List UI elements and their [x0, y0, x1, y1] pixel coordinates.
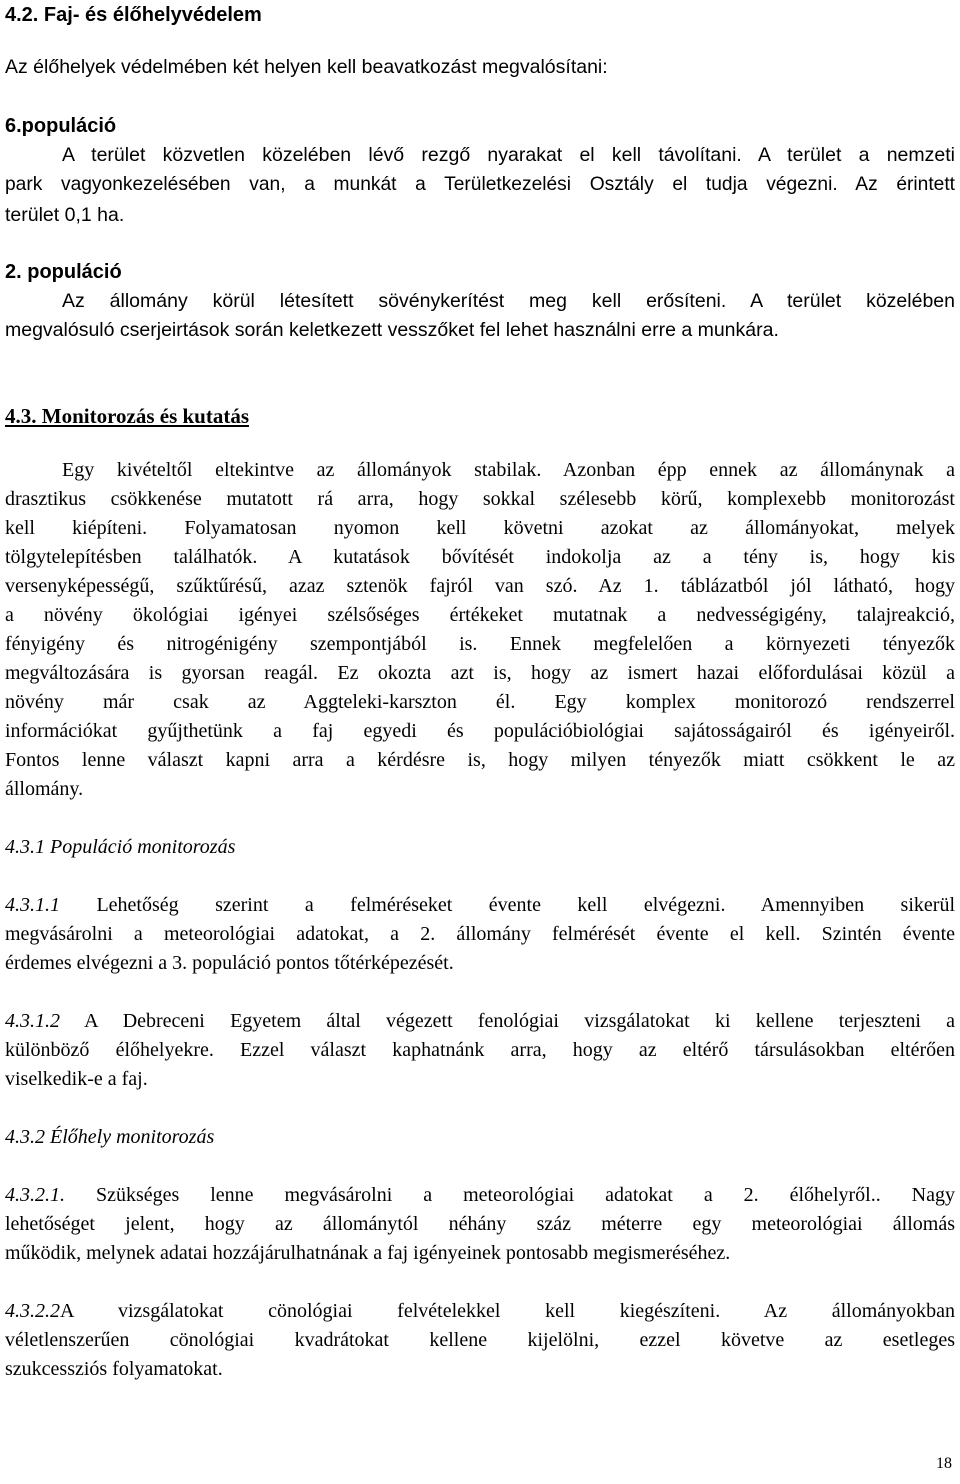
monitoring-paragraph-line-6: a növény ökológiai igényei szélsőséges értékeket mutatnak a nedvességigény, talajreakció, — [5, 604, 955, 626]
population-2-title: 2. populáció — [5, 261, 122, 283]
section-heading-4-3: 4.3. Monitorozás és kutatás — [5, 404, 250, 428]
population-6-title: 6.populáció — [5, 115, 117, 137]
item-4-3-1-2-line-3: viselkedik-e a faj. — [5, 1068, 148, 1090]
item-4-3-2-1-line-3: működik, melynek adatai hozzájárulhatnának a faj igényeinek pontosabb megismeréséhez. — [5, 1242, 731, 1264]
item-4-3-2-2-line-3: szukcessziós folyamatokat. — [5, 1358, 223, 1380]
item-4-3-1-1-line-3: érdemes elvégezni a 3. populáció pontos tőtérképezését. — [5, 952, 454, 974]
monitoring-paragraph-line-2: drasztikus csökkenése mutatott rá arra, hogy sokkal szélesebb körű, komplexebb monitorozást — [5, 488, 955, 510]
monitoring-paragraph-line-1: Egy kivételtől eltekintve az állományok stabilak. Azonban épp ennek az állománynak a — [62, 459, 955, 481]
monitoring-paragraph-line-3: kell kiépíteni. Folyamatosan nyomon kell követni azokat az állományokat, melyek — [5, 517, 955, 539]
section-heading-4-2: 4.2. Faj- és élőhelyvédelem — [5, 4, 262, 26]
population-6-line-2: park vagyonkezelésében van, a munkát a Területkezelési Osztály el tudja végezni. Az érintett — [5, 174, 955, 195]
population-6-line-3: terület 0,1 ha. — [5, 204, 125, 226]
monitoring-paragraph-line-4: tölgytelepítésben találhatók. A kutatások bővítését indokolja az a tény is, hogy kis — [5, 546, 955, 568]
monitoring-paragraph-line-11: Fontos lenne választ kapni arra a kérdésre is, hogy milyen tényezők miatt csökkent le az — [5, 749, 955, 771]
item-4-3-2-1-text: Szükséges lenne megvásárolni a meteorológiai adatokat a 2. élőhelyről.. Nagy — [95, 1184, 955, 1206]
item-4-3-1-2-line-1 — [5, 1009, 955, 1033]
monitoring-paragraph-line-12: állomány. — [5, 778, 84, 800]
item-4-3-1-1-line-1 — [5, 893, 955, 917]
item-4-3-1-1-number: 4.3.1.1 — [5, 894, 60, 916]
monitoring-paragraph-line-8: megváltozására is gyorsan reagál. Ez okozta azt is, hogy az ismert hazai előfordulásai közül a — [5, 662, 955, 684]
item-4-3-2-2-line-1 — [5, 1299, 955, 1323]
monitoring-paragraph-line-5: versenyképességű, szűktűrésű, azaz sztenök fajról van szó. Az 1. táblázatból jól látható, hogy — [5, 575, 955, 597]
monitoring-paragraph-line-7: fényigény és nitrogénigény szempontjából is. Ennek megfelelően a környezeti tényezők — [5, 633, 955, 655]
item-4-3-2-1-line-1 — [5, 1183, 955, 1207]
item-4-3-1-1-text: Lehetőség szerint a felméréseket évente kell elvégezni. Amennyiben sikerül — [96, 894, 955, 916]
item-4-3-2-1-number: 4.3.2.1. — [5, 1184, 65, 1206]
item-4-3-1-2-line-2: különböző élőhelyekre. Ezzel választ kaphatnánk arra, hogy az eltérő társulásokban eltérően — [5, 1039, 955, 1061]
monitoring-paragraph-line-10: információkat gyűjthetünk a faj egyedi és populációbiológiai sajátosságairól és igényeiről. — [5, 720, 955, 742]
population-6-line-1: A terület közvetlen közelében lévő rezgő nyarakat el kell távolítani. A terület a nemzeti — [62, 144, 955, 166]
intro-text: Az élőhelyek védelmében két helyen kell beavatkozást megvalósítani: — [5, 56, 608, 78]
monitoring-paragraph-line-9: növény már csak az Aggteleki-karszton él. Egy komplex monitorozó rendszerrel — [5, 691, 955, 713]
population-2-line-2: megvalósuló cserjeirtások során keletkezett vesszőket fel lehet használni erre a munkára. — [5, 319, 779, 341]
item-4-3-2-1-line-2: lehetőséget jelent, hogy az állománytól néhány száz méterre egy meteorológiai állomás — [5, 1213, 955, 1235]
item-4-3-2-2-number: 4.3.2.2 — [5, 1300, 60, 1322]
page-number: 18 — [936, 1455, 952, 1472]
population-2-line-1: Az állomány körül létesített sövénykerítést meg kell erősíteni. A terület közelében — [62, 290, 955, 312]
section-heading-4-3-1: 4.3.1 Populáció monitorozás — [5, 836, 236, 858]
section-heading-4-3-2: 4.3.2 Élőhely monitorozás — [5, 1126, 215, 1148]
item-4-3-1-2-number: 4.3.1.2 — [5, 1010, 60, 1032]
item-4-3-1-1-line-2: megvásárolni a meteorológiai adatokat, a 2. állomány felmérését évente el kell. Szintén évente — [5, 923, 955, 945]
item-4-3-1-2-text: A Debreceni Egyetem által végezett fenológiai vizsgálatokat ki kellene terjeszteni a — [84, 1010, 955, 1032]
item-4-3-2-2-text: A vizsgálatokat cönológiai felvételekkel kell kiegészíteni. Az állományokban — [60, 1300, 955, 1322]
item-4-3-2-2-line-2: véletlenszerűen cönológiai kvadrátokat kellene kijelölni, ezzel követve az esetleges — [5, 1329, 955, 1351]
